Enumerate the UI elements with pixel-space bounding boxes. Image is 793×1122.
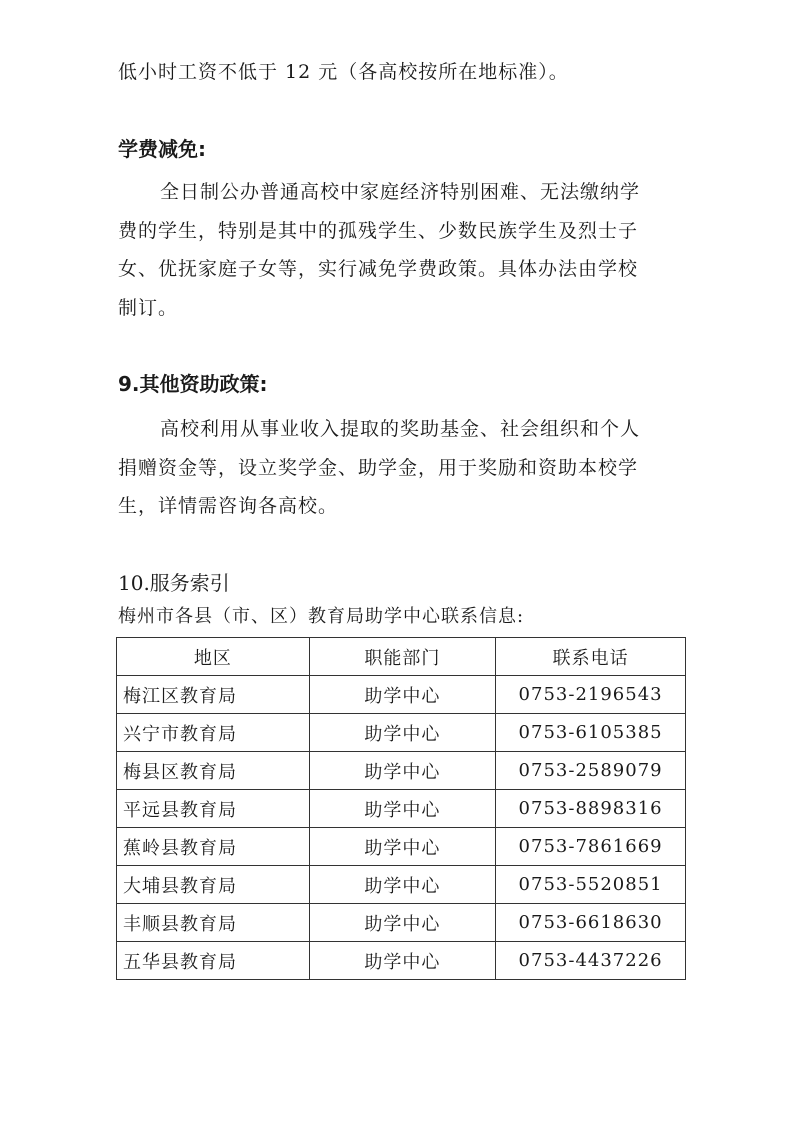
department-cell: 助学中心 bbox=[309, 714, 496, 752]
phone-cell: 0753-6618630 bbox=[496, 904, 686, 942]
table-row bbox=[117, 828, 686, 866]
contact-table bbox=[116, 637, 686, 980]
tuition-heading: 学费减免: bbox=[118, 137, 206, 161]
table-row bbox=[117, 904, 686, 942]
department-cell: 助学中心 bbox=[309, 790, 496, 828]
region-cell: 丰顺县教育局 bbox=[117, 904, 310, 942]
other-aid-heading: 9.其他资助政策: bbox=[118, 372, 268, 396]
department-cell: 助学中心 bbox=[309, 676, 496, 714]
service-heading: 10.服务索引 bbox=[118, 571, 230, 595]
paragraph-line: 捐赠资金等，设立奖学金、助学金，用于奖励和资助本校学 bbox=[118, 457, 639, 479]
table-row bbox=[117, 942, 686, 980]
service-subtitle: 梅州市各县（市、区）教育局助学中心联系信息: bbox=[118, 606, 525, 627]
table-row bbox=[117, 714, 686, 752]
phone-cell: 0753-2196543 bbox=[496, 676, 686, 714]
paragraph-line: 全日制公办普通高校中家庭经济特别困难、无法缴纳学 bbox=[160, 181, 641, 203]
header-region: 地区 bbox=[117, 638, 310, 676]
phone-cell: 0753-5520851 bbox=[496, 866, 686, 904]
phone-cell: 0753-7861669 bbox=[496, 828, 686, 866]
region-cell: 兴宁市教育局 bbox=[117, 714, 310, 752]
table-row bbox=[117, 676, 686, 714]
intro-line: 低小时工资不低于 12 元（各高校按所在地标准）。 bbox=[118, 61, 569, 83]
table-header-row bbox=[117, 638, 686, 676]
phone-cell: 0753-2589079 bbox=[496, 752, 686, 790]
paragraph-line: 制订。 bbox=[118, 297, 179, 319]
paragraph-line: 高校利用从事业收入提取的奖助基金、社会组织和个人 bbox=[160, 418, 641, 440]
region-cell: 梅县区教育局 bbox=[117, 752, 310, 790]
table-row bbox=[117, 866, 686, 904]
header-phone: 联系电话 bbox=[496, 638, 686, 676]
region-cell: 蕉岭县教育局 bbox=[117, 828, 310, 866]
department-cell: 助学中心 bbox=[309, 904, 496, 942]
department-cell: 助学中心 bbox=[309, 828, 496, 866]
region-cell: 梅江区教育局 bbox=[117, 676, 310, 714]
department-cell: 助学中心 bbox=[309, 942, 496, 980]
header-department: 职能部门 bbox=[309, 638, 496, 676]
region-cell: 平远县教育局 bbox=[117, 790, 310, 828]
table-row bbox=[117, 790, 686, 828]
department-cell: 助学中心 bbox=[309, 866, 496, 904]
region-cell: 大埔县教育局 bbox=[117, 866, 310, 904]
phone-cell: 0753-8898316 bbox=[496, 790, 686, 828]
phone-cell: 0753-4437226 bbox=[496, 942, 686, 980]
department-cell: 助学中心 bbox=[309, 752, 496, 790]
phone-cell: 0753-6105385 bbox=[496, 714, 686, 752]
table-row bbox=[117, 752, 686, 790]
paragraph-line: 女、优抚家庭子女等，实行减免学费政策。具体办法由学校 bbox=[118, 258, 639, 280]
paragraph-line: 生，详情需咨询各高校。 bbox=[118, 495, 339, 517]
region-cell: 五华县教育局 bbox=[117, 942, 310, 980]
paragraph-line: 费的学生，特别是其中的孤残学生、少数民族学生及烈士子 bbox=[118, 220, 639, 242]
